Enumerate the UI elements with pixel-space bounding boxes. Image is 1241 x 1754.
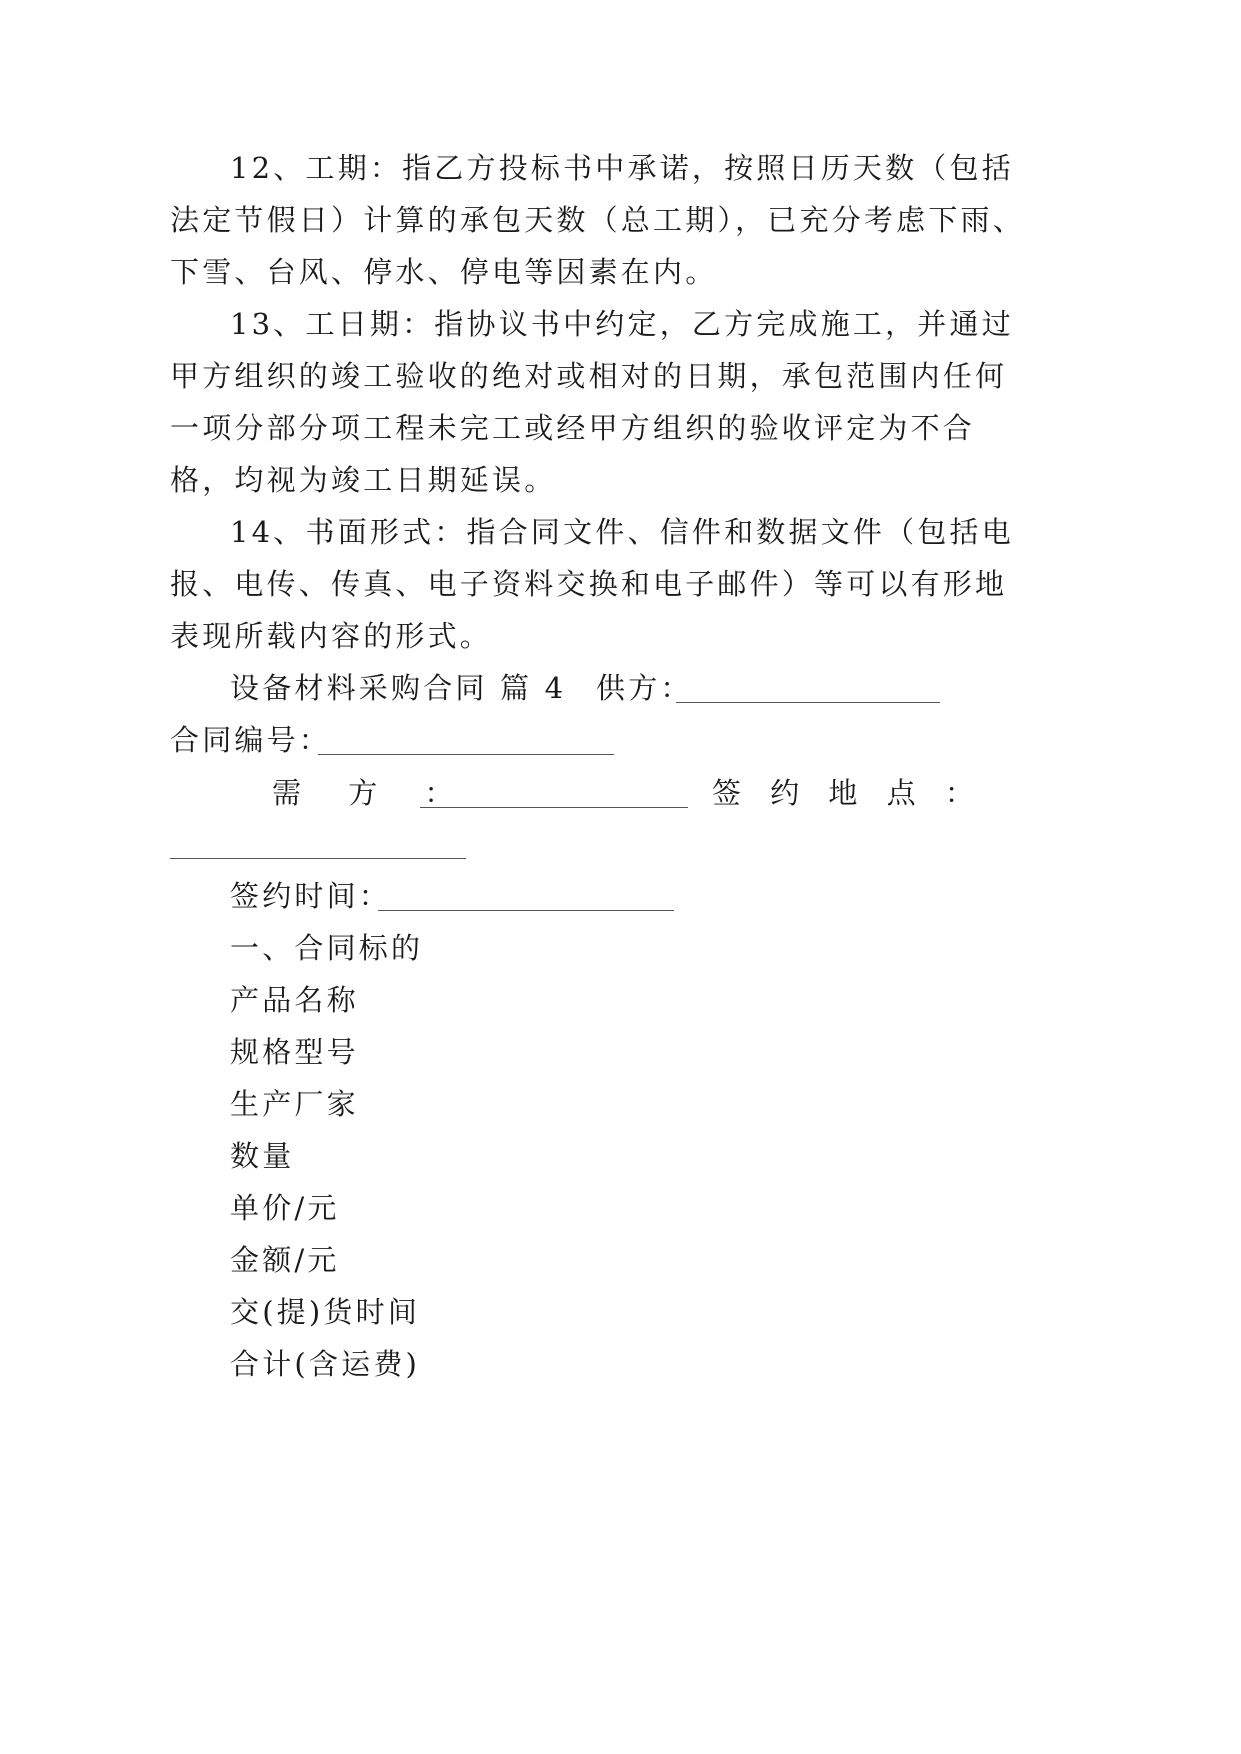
clause-13-line-2: 甲方组织的竣工验收的绝对或相对的日期，承包范围内任何 [170,359,1008,393]
clause-13-line-3: 一项分部分项工程未完工或经甲方组织的验收评定为不合 [170,411,976,445]
field-quantity: 数量 [230,1139,295,1173]
sign-place-blank [170,832,466,859]
contract-no-label: 合同编号： [170,723,332,757]
sign-time-blank [378,884,674,911]
supplier-blank [676,676,940,703]
clause-13-line-4: 格，均视为竣工日期延误。 [170,463,557,497]
contract-no-blank [318,728,614,755]
clause-12-line-1: 12、工期：指乙方投标书中承诺，按照日历天数（包括 [230,151,1014,185]
clause-14-line-1: 14、书面形式：指合同文件、信件和数据文件（包括电 [230,515,1014,549]
field-unit-price: 单价/元 [230,1191,340,1225]
clause-13-line-1: 13、工日期：指协议书中约定，乙方完成施工，并通过 [230,307,1014,341]
buyer-blank [420,781,688,808]
buyer-label: 需 方 ： [272,776,473,810]
clause-14-line-2: 报、电传、传真、电子资料交换和电子邮件）等可以有形地 [170,567,1008,601]
clause-14-line-3: 表现所载内容的形式。 [170,619,493,653]
field-product-name: 产品名称 [230,983,359,1017]
sign-time-label: 签约时间： [230,879,392,913]
field-delivery-time: 交(提)货时间 [230,1295,421,1329]
sign-place-label: 签 约 地 点 ： [712,776,984,810]
field-total: 合计(含运费) [230,1347,421,1381]
section-contract-subject: 一、合同标的 [230,931,424,965]
clause-12-line-3: 下雪、台风、停水、停电等因素在内。 [170,255,718,289]
contract-title: 设备材料采购合同 篇 4 [230,671,567,705]
field-manufacturer: 生产厂家 [230,1087,359,1121]
clause-12-line-2: 法定节假日）计算的承包天数（总工期），已充分考虑下雨、 [170,203,1025,237]
field-amount: 金额/元 [230,1243,340,1277]
supplier-label: 供方： [596,671,693,705]
field-spec-model: 规格型号 [230,1035,359,1069]
